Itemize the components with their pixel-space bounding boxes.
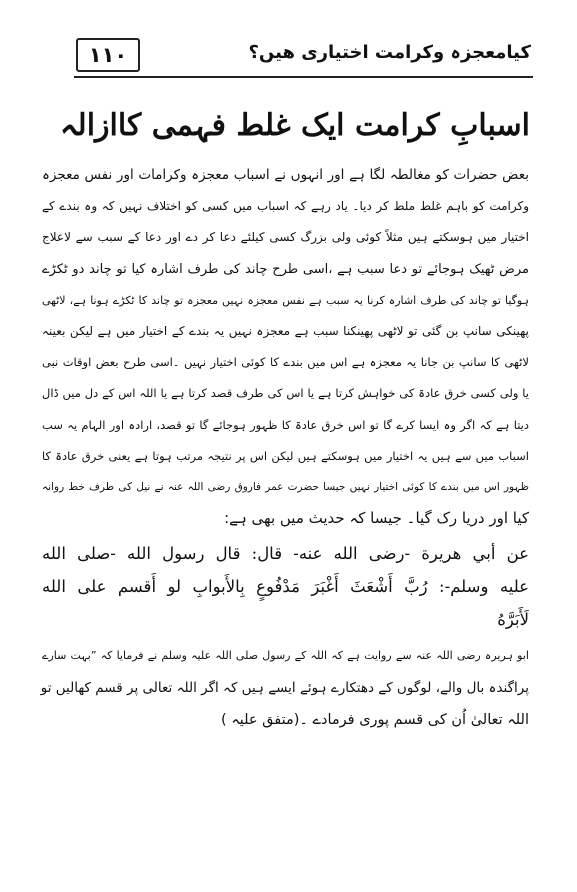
- hadith-translation: [42, 640, 529, 736]
- paragraph-line: وکرامت کو باہم غلط ملط کر دیا۔ یاد رہے کہ اسباب میں کسی کو اختلاف نہیں کہ وہ بندے کے: [42, 199, 529, 214]
- paragraph-line: ظہور اس میں بندے کا کوئی اختیار نہیں جیسا حضرت عمر فاروق رضی اللہ عنہ نے نیل کی طرف خط روانہ: [42, 480, 529, 493]
- paragraph-line: پھینکی سانپ بن گئی تو لاٹھی پھینکنا سبب ہے معجزہ نہیں یہ بندے کے اختیار میں ہے لیکن بعینہ: [42, 323, 529, 338]
- paragraph-line: کیا اور دریا رک گیا۔ جیسا کہ حدیث میں بھی ہے:: [224, 509, 529, 528]
- arabic-line: عليه وسلم-: رُبَّ أَشْعَثَ أَغْبَرَ مَدْفُوعٍ بِالأَبوابِ لو أَقسم على الله: [42, 577, 529, 596]
- paragraph-line: دیتا ہے کہ اگر وہ ایسا کرے گا تو اس خرق عادۃ کا ظہور ہوجائے گا تو قصد، ارادہ اور الہام یہ سب: [42, 417, 529, 432]
- paragraph-line: اسباب میں سے ہیں یہ اختیار میں ہوسکتے ہیں لیکن اس پر نتیجہ مرتب ہوتا ہے یعنی خرق عادۃ کا: [42, 448, 529, 463]
- header-rule: [74, 76, 533, 78]
- main-paragraph: [42, 160, 529, 534]
- paragraph-line: بعض حضرات کو مغالطہ لگا ہے اور انہوں نے اسباب معجزہ وکرامات اور نفس معجزہ: [42, 167, 529, 183]
- translation-line: ابو ہریرہ رضی اللہ عنہ سے روایت ہے کہ اللہ کے رسول صلی اللہ علیہ وسلم نے فرمایا کہ ”بہت سارے: [42, 649, 529, 662]
- section-heading: اسبابِ کرامت ایک غلط فہمی کاازالہ: [59, 108, 530, 143]
- paragraph-line: لاٹھی کا سانپ بن جانا یہ معجزہ ہے اس میں بندے کا کوئی اختیار نہیں ۔اسی طرح بعض اوقات نبی: [42, 355, 529, 370]
- running-title: کیامعجزہ وکرامت اختیاری ھیں؟: [248, 42, 531, 63]
- arabic-line: عن أبي هريرة -رضى الله عنه- قال: قال رسول الله -صلى الله: [42, 544, 529, 563]
- paragraph-line: مرض ٹھیک ہوجائے تو دعا سبب ہے ،اسی طرح چاند کی طرف اشارہ کیا تو چاند دو ٹکڑے: [42, 261, 529, 277]
- translation-line: اللہ تعالیٰ اُن کی قسم پوری فرمادے ۔(متفق علیہ ): [220, 712, 529, 728]
- paragraph-line: اختیار میں ہوسکتے ہیں مثلاً کوئی ولی بزرگ کسی کیلئے دعا کر دے اور دعا کے سبب سے لاعلاج: [42, 230, 529, 245]
- page-number: ١١٠: [76, 38, 140, 72]
- translation-line: پراگندہ بال والے، لوگوں کے دھتکارے ہوئے ایسے ہیں کہ اگر اللہ تعالی پر قسم کھالیں تو: [40, 680, 529, 696]
- arabic-line: لَأَبَرَّهُ: [497, 610, 529, 629]
- hadith-arabic: [42, 537, 529, 636]
- paragraph-line: ہوگیا تو چاند کی طرف اشارہ کرنا یہ سبب ہے نفس معجزہ نہیں معجزہ تو چاند کا ٹکڑے ہونا ہے، لاٹھی: [42, 293, 529, 307]
- page-header: [74, 36, 533, 82]
- paragraph-line: یا ولی کسی خرق عادۃ کی خواہش کرتا ہے یا اس کی طرف قصد کرتا ہے یا اللہ اس کے دل میں ڈال: [42, 386, 529, 401]
